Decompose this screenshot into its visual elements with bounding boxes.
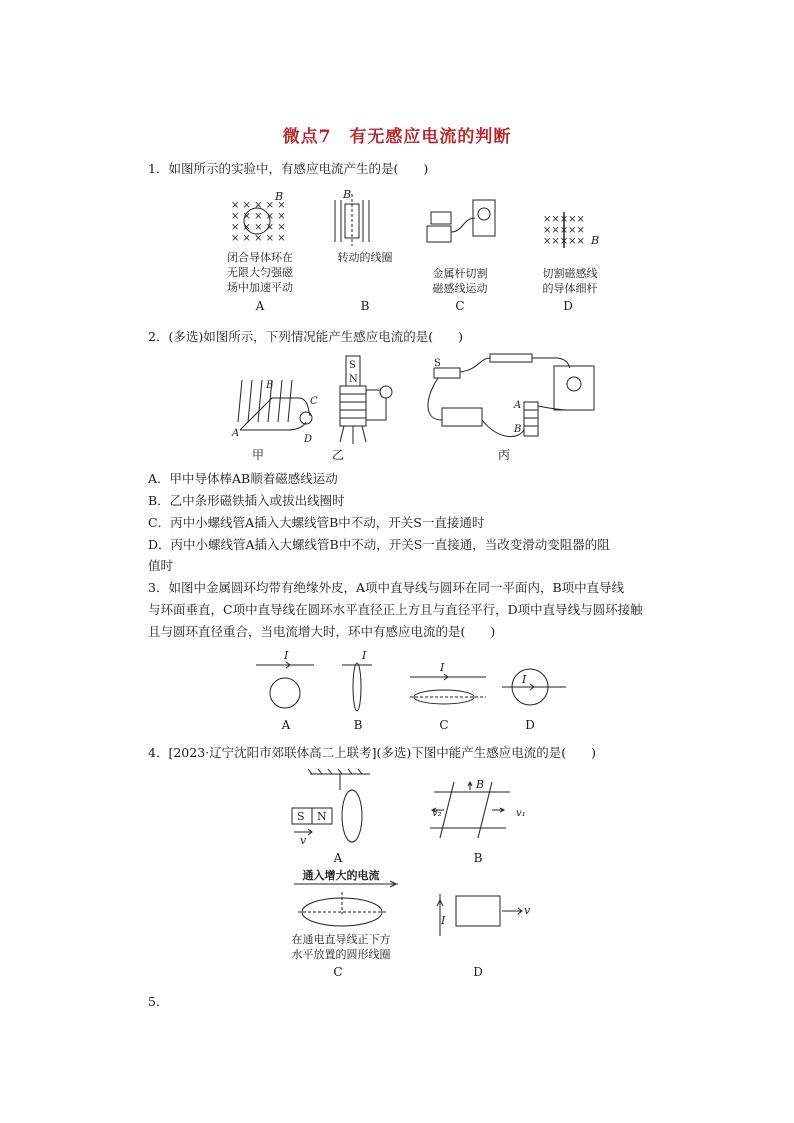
q4-d-velocity: v (524, 904, 531, 917)
q1-figure-c (427, 200, 495, 242)
q3-label-b: B (353, 718, 363, 732)
q2-option-d-cont: 值时 (148, 558, 174, 573)
q3-figure-b (342, 649, 372, 711)
q1-caption-b: 转动的线圈 (337, 251, 393, 264)
q4-figure-a (292, 769, 370, 847)
svg-text:A: A (514, 400, 522, 411)
q3-label-d: D (525, 718, 535, 732)
q4-figures-top (286, 768, 536, 848)
svg-text:N: N (317, 810, 327, 823)
q4-label-b: B (473, 851, 483, 865)
svg-text:S: S (349, 360, 356, 371)
q4-label-d: D (473, 965, 483, 979)
q2-figures (228, 350, 608, 450)
q1-figure-a (231, 190, 286, 244)
svg-text:B: B (476, 778, 485, 791)
q2-figure-jia (231, 380, 318, 445)
q4-figure-c (294, 881, 398, 926)
svg-text:v: v (300, 834, 307, 847)
svg-text:S: S (297, 810, 305, 823)
question-1-stem: 1．如图所示的实验中，有感应电流产生的是( ) (148, 161, 429, 176)
svg-text:× × × × ×: × × × × × (231, 222, 286, 233)
q1-figure-b (335, 188, 369, 246)
q2-option-a: A．甲中导体棒AB顺着磁感线运动 (148, 471, 338, 486)
q1-caption-d: 切割磁感线 的导体细杆 (542, 267, 598, 295)
q1-d-field-label: B (591, 234, 600, 247)
svg-text:B: B (514, 424, 522, 435)
q1-a-field-label: B (275, 190, 284, 203)
question-3-stem-line-3: 且与圆环直径重合，当电流增大时，环中有感应电流的是( ) (148, 624, 496, 639)
q1-label-a: A (255, 299, 265, 313)
q4-figure-b (430, 778, 510, 838)
q4-figures-bottom (286, 880, 546, 936)
svg-text:× × × × ×: × × × × × (231, 200, 286, 211)
svg-text:D: D (304, 434, 313, 445)
q2-figure-yi (340, 356, 392, 444)
question-4-stem: 4．[2023·辽宁沈阳市郊联体高二上联考](多选)下图中能产生感应电流的是( ) (148, 745, 596, 760)
q3-label-c: C (439, 718, 449, 732)
svg-text:I: I (284, 649, 289, 662)
q4-figure-d (437, 894, 522, 936)
q4-label-a: A (333, 851, 343, 865)
svg-text:A: A (232, 428, 240, 439)
svg-text:I: I (362, 649, 367, 662)
q3-figure-c (410, 661, 486, 704)
q2-option-d: D．丙中小螺线管A插入大螺线管B中不动，开关S一直接通，当改变滑动变阻器的阻 (148, 537, 610, 552)
q2-option-b: B．乙中条形磁铁插入或拔出线圈时 (148, 493, 345, 508)
svg-text:B: B (266, 380, 274, 391)
q1-label-d: D (563, 299, 573, 313)
question-2-stem: 2．(多选)如图所示，下列情况能产生感应电流的是( ) (148, 329, 463, 344)
question-5-stem: 5． (148, 994, 169, 1009)
svg-text:I: I (440, 661, 445, 674)
svg-text:× × × × ×: × × × × × (231, 233, 286, 244)
svg-text:×××××: ××××× (543, 225, 585, 236)
q1-b-field-label: B (343, 188, 352, 201)
svg-text:I: I (522, 673, 527, 686)
page-title: 微点7 有无感应电流的判断 (282, 127, 512, 147)
q1-caption-c: 金属杆切割 磁感线运动 (432, 267, 488, 295)
q3-label-a: A (281, 718, 291, 732)
q4-c-top-caption: 通入增大的电流 (302, 869, 380, 882)
q4-b-v2: v₂ (432, 808, 442, 819)
q1-label-c: C (455, 299, 465, 313)
question-3-stem-line-2: 与环面垂直，C项中直导线在圆环水平直径正上方且与直径平行，D项中直导线与圆环接触 (148, 602, 643, 617)
q2-label-yi: 乙 (331, 448, 344, 462)
q4-b-v1: v₁ (516, 808, 526, 819)
svg-text:S: S (434, 358, 441, 369)
svg-text:C: C (310, 396, 318, 407)
svg-text:×××××: ××××× (543, 236, 585, 247)
q2-label-bing: 丙 (497, 448, 510, 462)
q4-label-c: C (333, 965, 343, 979)
q3-figure-d (502, 669, 566, 705)
q2-label-jia: 甲 (251, 448, 264, 462)
q1-figures (225, 188, 600, 250)
svg-text:× × × × ×: × × × × × (231, 211, 286, 222)
q4-d-current: I (441, 914, 446, 927)
q1-figure-d (543, 212, 599, 248)
question-3-stem-line-1: 3．如图中金属圆环均带有绝缘外皮，A项中直导线与圆环在同一平面内，B项中直导线 (148, 580, 625, 595)
q4-c-caption: 在通电直导线正下方 水平放置的圆形线圈 (291, 933, 391, 961)
svg-text:×××××: ××××× (543, 214, 585, 225)
q2-figure-bing (428, 354, 594, 437)
q3-figures (250, 645, 580, 717)
q3-figure-a (256, 649, 314, 708)
q2-option-c: C．丙中小螺线管A插入大螺线管B中不动，开关S一直接通时 (148, 515, 485, 530)
q1-caption-a: 闭合导体环在 无限大匀强磁 场中加速平动 (227, 251, 293, 294)
q1-label-b: B (360, 299, 370, 313)
svg-text:N: N (349, 374, 358, 385)
